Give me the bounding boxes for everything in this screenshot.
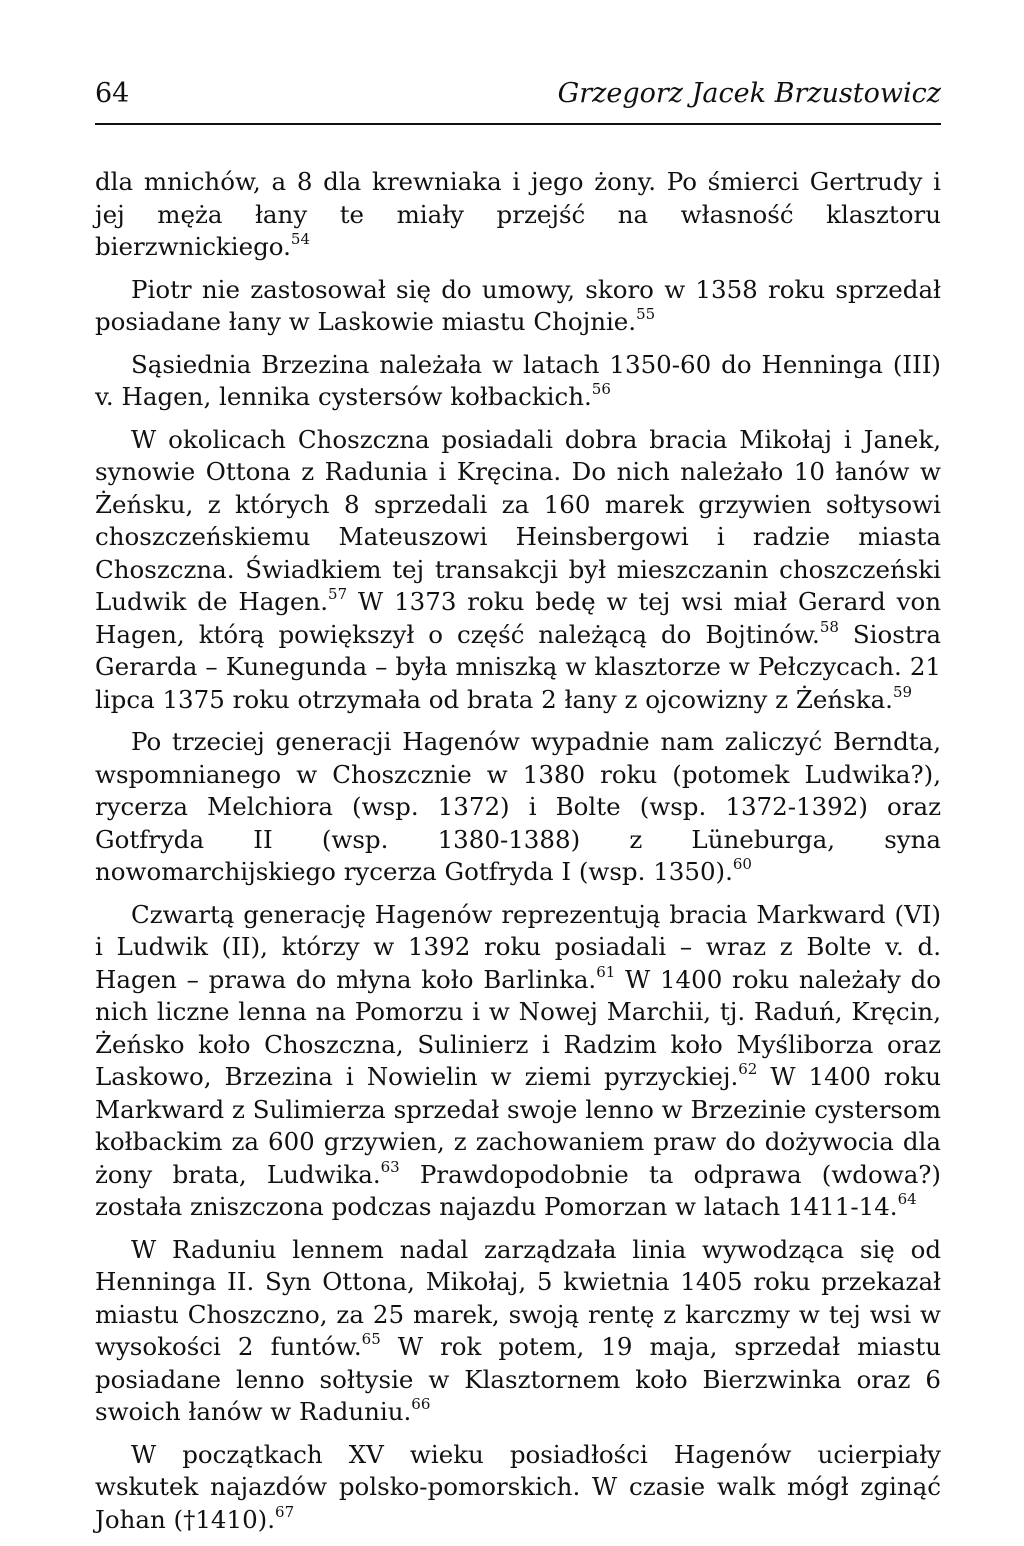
text-run: W okolicach Choszczna posiadali dobra bracia Mikołaj i Janek, synowie Ottona z Radunia i Kręcina. Do nich należało 10 łanów w Żeńsku, z których 8 sprzedali za 160 marek grzywien sołtysowi choszczeńskiemu Mateuszowi Heinsbergowi i radzie miasta Choszczna. Świadkiem tej transakcji był mieszczanin choszczeński Ludwik de Hagen.: [95, 424, 941, 616]
footnote-ref: 66: [411, 1395, 431, 1413]
paragraph: [95, 899, 941, 1224]
text-run: dla mnichów, a 8 dla krewniaka i jego żony. Po śmierci Gertrudy i jej męża łany te miały przejść na własność klasztoru bierzwnickiego.: [95, 167, 941, 261]
text-run: W rok potem, 19 maja, sprzedał miastu posiadane lenno sołtysie w Klasztornem koło Bierzwinka oraz 6 swoich łanów w Raduniu.: [95, 1332, 941, 1426]
header-rule: [95, 123, 941, 125]
document-page: [95, 0, 941, 1546]
text-run: Piotr nie zastosował się do umowy, skoro w 1358 roku sprzedał posiadane łany w Laskowie miastu Chojnie.: [95, 274, 941, 336]
text-run: W Raduniu lennem nadal zarządzała linia wywodząca się od Henninga II. Syn Ottona, Mikołaj, 5 kwietnia 1405 roku przekazał miastu Choszczno, za 25 marek, swoją rentę z karczmy w tej wsi w wysokości 2 funtów.: [95, 1234, 941, 1361]
footnote-ref: 60: [732, 855, 752, 873]
footnote-ref: 57: [328, 585, 348, 603]
footnote-ref: 67: [275, 1502, 295, 1521]
running-head: Grzegorz Jacek Brzustowicz: [557, 78, 941, 109]
footnote-ref: 56: [591, 380, 611, 398]
footnote-ref: 62: [738, 1060, 758, 1078]
page-header: [95, 0, 941, 124]
text-run: W 1400 roku należały do nich liczne lenna na Pomorzu i w Nowej Marchii, tj. Raduń, Kręcin, Żeńsko koło Choszczna, Sulinierz i Radzim koło Myśliborza oraz Laskowo, Brzezina i Nowielin w ziemi pyrzyckiej.: [95, 964, 941, 1091]
paragraph: [95, 1439, 941, 1537]
text-run: W 1400 roku Markward z Sulimierza sprzedał swoje lenno w Brzezinie cystersom kołbackim za 600 grzywien, z zachowaniem praw do dożywocia dla żony brata, Ludwika.: [95, 1062, 941, 1189]
footnote-ref: 58: [819, 617, 839, 636]
paragraph: [95, 1234, 941, 1429]
footnote-ref: 55: [636, 305, 656, 323]
text-run: W 1373 roku bedę w tej wsi miał Gerard von Hagen, którą powiększył o część należącą do Bojtinów.: [95, 587, 941, 649]
page-number: 64: [95, 78, 130, 109]
text-run: Sąsiednia Brzezina należała w latach 1350-60 do Henninga (III) v. Hagen, lennika cystersów kołbackich.: [95, 349, 941, 411]
paragraph: [95, 274, 941, 339]
body-text: [95, 124, 941, 1536]
text-run: W początkach XV wieku posiadłości Hagenów ucierpiały wskutek najazdów polsko-pomorskich. W czasie walk mógł zginąć Johan (†1410).: [95, 1439, 941, 1534]
paragraph: [95, 166, 941, 264]
paragraph: [95, 349, 941, 414]
paragraph: [95, 726, 941, 889]
text-run: Prawdopodobnie ta odprawa (wdowa?) została zniszczona podczas najazdu Pomorzan w latach 1411-14.: [95, 1159, 941, 1221]
footnote-ref: 63: [380, 1157, 400, 1176]
footnote-ref: 61: [596, 962, 616, 981]
footnote-ref: 54: [290, 230, 311, 248]
footnote-ref: 64: [897, 1190, 917, 1208]
text-run: Po trzeciej generacji Hagenów wypadnie nam zaliczyć Berndta, wspomnianego w Choszcznie w 1380 roku (potomek Ludwika?), rycerza Melchiora (wsp. 1372) i Bolte (wsp. 1372-1392) oraz Gotfryda II (wsp. 1380-1388) z Lüneburga, syna nowomarchijskiego rycerza Gotfryda I (wsp. 1350).: [95, 727, 941, 886]
footnote-ref: 59: [892, 682, 913, 701]
text-run: Siostra Gerarda – Kunegunda – była mniszką w klasztorze w Pełczycach. 21 lipca 1375 roku otrzymała od brata 2 łany z ojcowizny z Żeńska.: [95, 619, 941, 714]
footnote-ref: 65: [361, 1330, 381, 1348]
text-run: Czwartą generację Hagenów reprezentują bracia Markward (VI) i Ludwik (II), którzy w 1392 roku posiadali – wraz z Bolte v. d. Hagen – prawa do młyna koło Barlinka.: [95, 899, 941, 994]
paragraph: [95, 424, 941, 717]
